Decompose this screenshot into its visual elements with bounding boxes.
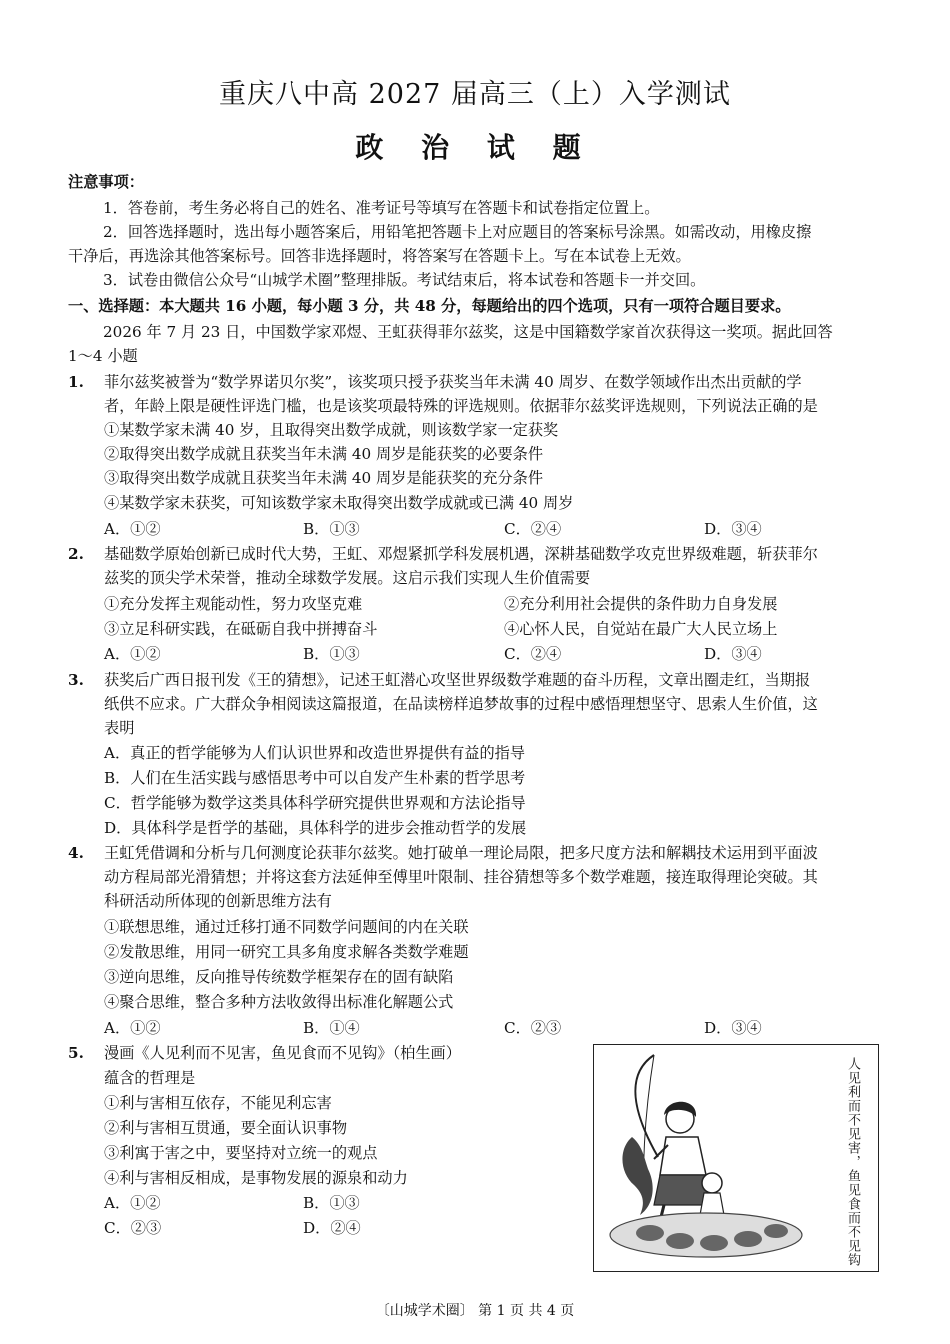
notice-item: 3．试卷由微信公众号“山城学术圈”整理排版。考试结束后，将本试卷和答题卡一并交回。	[103, 271, 706, 289]
option-c: C．哲学能够为数学这类具体科学研究提供世界观和方法论指导	[104, 794, 526, 812]
question-text: 王虹凭借调和分析与几何测度论获菲尔兹奖。她打破单一理论局限，把多尺度方法和解耦技术运用到平面波	[104, 844, 818, 862]
option-d: D．具体科学是哲学的基础，具体科学的进步会推动哲学的发展	[104, 819, 527, 837]
question-statement: ②取得突出数学成就且获奖当年未满 40 周岁是能获奖的必要条件	[104, 445, 544, 463]
leaf-icon	[636, 1225, 664, 1241]
question-statement: ③立足科研实践，在砥砺自我中拼搏奋斗	[104, 620, 378, 638]
cartoon-drawing	[594, 1045, 878, 1271]
adult-body	[660, 1137, 706, 1175]
exam-subtitle: 政 治 试 题	[355, 131, 595, 164]
question-statement: ③逆向思维，反向推导传统数学框架存在的固有缺陷	[104, 968, 454, 986]
option-d: D．③④	[704, 645, 762, 663]
option-c: C．②③	[504, 1019, 562, 1037]
cartoon-illustration	[593, 1044, 879, 1272]
question-statement: ③取得突出数学成就且获奖当年未满 40 周岁是能获奖的充分条件	[104, 469, 544, 487]
child-body	[700, 1193, 724, 1215]
child-head	[702, 1173, 722, 1193]
section-intro: 1～4 小题	[68, 347, 138, 365]
question-number: 5.	[68, 1044, 84, 1062]
question-text: 表明	[104, 719, 135, 737]
option-d: D．③④	[704, 520, 762, 538]
notice-item: 干净后，再选涂其他答案标号。回答非选择题时，将答案写在答题卡上。写在本试卷上无效。	[68, 247, 691, 265]
leaf-icon	[700, 1235, 728, 1251]
question-text: 菲尔兹奖被誉为“数学界诺贝尔奖”，该奖项只授予获奖当年未满 40 周岁、在数学领域作出杰出贡献的学	[104, 373, 802, 391]
question-statement: ③利寓于害之中，要坚持对立统一的观点	[104, 1144, 378, 1162]
notice-item: 1．答卷前，考生务必将自己的姓名、准考证号等填写在答题卡和试卷指定位置上。	[103, 199, 660, 217]
option-b: B．①③	[303, 645, 360, 663]
question-text: 获奖后广西日报刊发《王的猜想》，记述王虹潜心攻坚世界级数学难题的奋斗历程，文章出圈走红，当期报	[104, 671, 811, 689]
question-statement: ①联想思维，通过迁移打通不同数学问题间的内在关联	[104, 918, 469, 936]
option-c: C．②④	[504, 520, 562, 538]
question-text: 基础数学原始创新已成时代大势，王虹、邓煜紧抓学科发展机遇，深耕基础数学攻克世界级难题，斩获菲尔	[104, 545, 818, 563]
option-a: A．真正的哲学能够为人们认识世界和改造世界提供有益的指导	[104, 744, 526, 762]
question-text: 者，年龄上限是硬性评选门槛，也是该奖项最特殊的评选规则。依据菲尔兹奖评选规则，下列说法正确的是	[104, 397, 818, 415]
question-statement: ④聚合思维，整合多种方法收敛得出标准化解题公式	[104, 993, 454, 1011]
question-number: 4.	[68, 844, 84, 862]
section-heading: 一、选择题：本大题共 16 小题，每小题 3 分，共 48 分，每题给出的四个选项，只有一项符合题目要求。	[68, 297, 791, 315]
option-b: B．①③	[303, 1194, 360, 1212]
question-number: 2.	[68, 545, 84, 563]
question-text: 蕴含的哲理是	[104, 1069, 196, 1087]
question-statement: ②充分利用社会提供的条件助力自身发展	[504, 595, 778, 613]
option-d: D．③④	[704, 1019, 762, 1037]
question-text: 兹奖的顶尖学术荣誉，推动全球数学发展。这启示我们实现人生价值需要	[104, 569, 590, 587]
option-b: B．人们在生活实践与感悟思考中可以自发产生朴素的哲学思考	[104, 769, 526, 787]
option-a: A．①②	[104, 645, 161, 663]
fish-icon	[622, 1137, 652, 1215]
exam-title: 重庆八中高 2027 届高三（上）入学测试	[219, 79, 731, 110]
question-text: 动方程局部光滑猜想；并将这套方法延伸至傅里叶限制、挂谷猜想等多个数学难题，接连取得理论突破。其	[104, 868, 818, 886]
option-d: D．②④	[303, 1219, 361, 1237]
leaf-icon	[734, 1231, 762, 1247]
question-number: 1.	[68, 373, 84, 391]
leaf-icon	[764, 1224, 788, 1238]
question-statement: ④某数学家未获奖，可知该数学家未取得突出数学成就或已满 40 周岁	[104, 494, 574, 512]
question-statement: ④心怀人民，自觉站在最广大人民立场上	[504, 620, 778, 638]
question-statement: ①某数学家未满 40 岁，且取得突出数学成就，则该数学家一定获奖	[104, 421, 559, 439]
leaf-icon	[666, 1233, 694, 1249]
question-text: 漫画《人见利而不见害，鱼见食而不见钩》（柏生画）	[104, 1044, 461, 1062]
option-a: A．①②	[104, 520, 161, 538]
question-statement: ②发散思维，用同一研究工具多角度求解各类数学难题	[104, 943, 469, 961]
question-text: 纸供不应求。广大群众争相阅读这篇报道，在品读榜样追梦故事的过程中感悟理想坚守、思索人生价值，这	[104, 695, 818, 713]
question-number: 3.	[68, 671, 84, 689]
question-statement: ①充分发挥主观能动性，努力攻坚克难	[104, 595, 363, 613]
option-b: B．①④	[303, 1019, 360, 1037]
question-statement: ④利与害相反相成，是事物发展的源泉和动力	[104, 1169, 408, 1187]
question-statement: ①利与害相互依存，不能见利忘害	[104, 1094, 332, 1112]
option-c: C．②④	[504, 645, 562, 663]
option-a: A．①②	[104, 1194, 161, 1212]
notice-item: 2．回答选择题时，选出每小题答案后，用铅笔把答题卡上对应题目的答案标号涂黑。如需改动，用橡皮擦	[103, 223, 812, 241]
section-intro: 2026 年 7 月 23 日，中国数学家邓煜、王虹获得菲尔兹奖，这是中国籍数学家首次获得这一奖项。据此回答	[103, 323, 833, 341]
question-statement: ②利与害相互贯通，要全面认识事物	[104, 1119, 347, 1137]
fishing-rod	[635, 1055, 658, 1157]
notice-heading: 注意事项：	[68, 173, 144, 191]
question-text: 科研活动所体现的创新思维方法有	[104, 892, 332, 910]
option-a: A．①②	[104, 1019, 161, 1037]
page-footer: 〔山城学术圈〕 第 1 页 共 4 页	[375, 1303, 575, 1319]
cartoon-caption: 人见利而不见害，鱼见食而不见钩	[845, 1057, 860, 1267]
option-c: C．②③	[104, 1219, 162, 1237]
option-b: B．①③	[303, 520, 360, 538]
